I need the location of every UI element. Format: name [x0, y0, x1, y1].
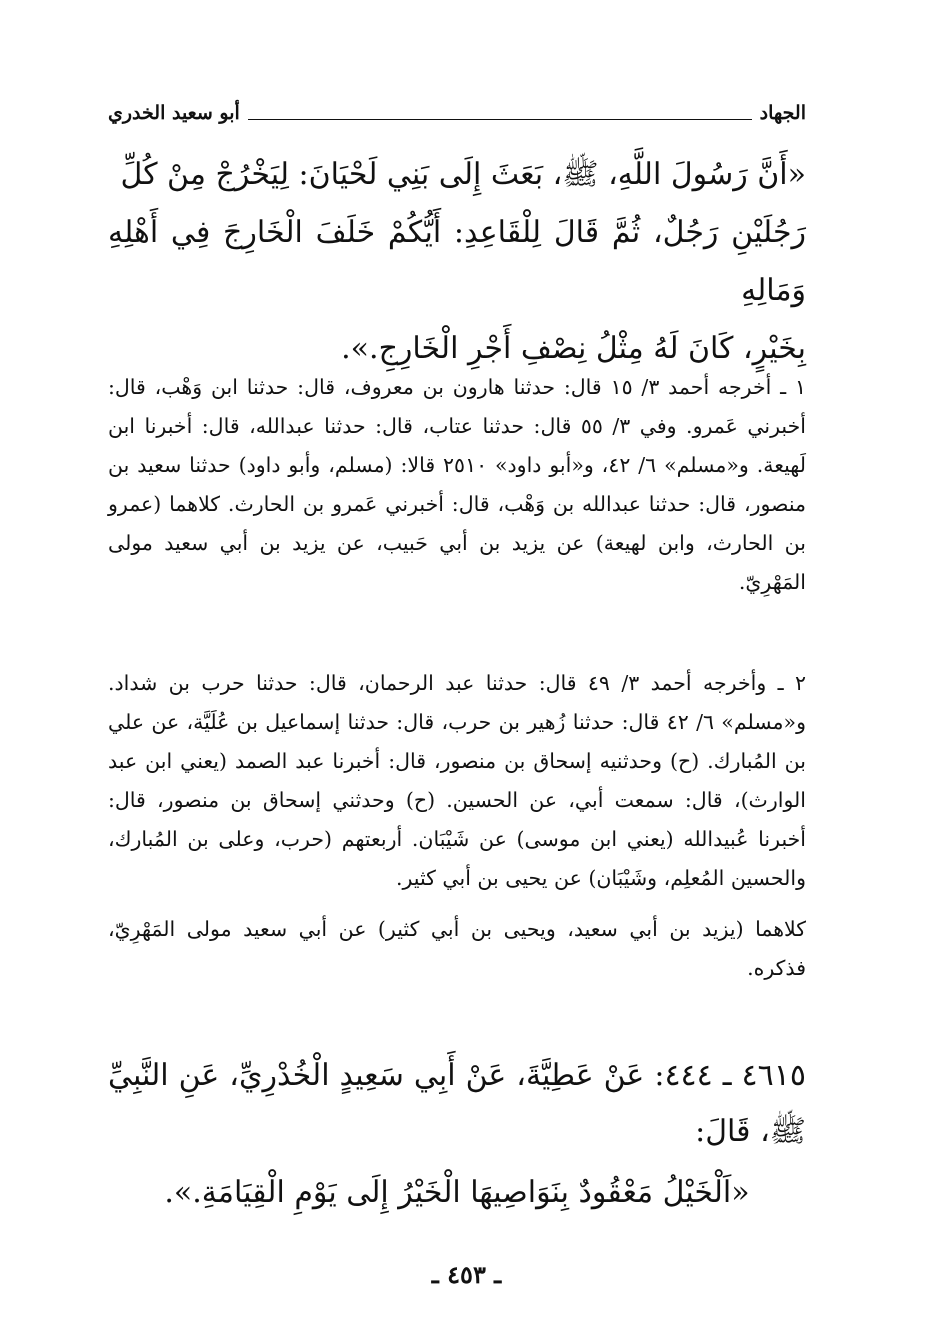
hadith-top-line-1: «أَنَّ رَسُولَ اللَّهِ، ﷺ، بَعَثَ إِلَى بَنِي لَحْيَانَ: لِيَخْرُجْ مِنْ كُلِّ — [120, 157, 806, 192]
hadith-top-line-2: رَجُلَيْنِ رَجُلٌ، ثُمَّ قَالَ لِلْقَاعِدِ: أَيُّكُمْ خَلَفَ الْخَارِجَ فِي أَهْلِهِ وَمَالِهِ — [108, 215, 806, 308]
footnote-2-conclusion: كلاهما (يزيد بن أبي سعيد، ويحيى بن أبي كثير) عن أبي سعيد مولى المَهْرِيّ، فذكره. — [108, 917, 806, 980]
running-header — [108, 96, 806, 130]
header-chapter: الجهاد — [759, 102, 806, 124]
hadith-bottom-intro-text: ٤٦١٥ ـ ٤٤٤: عَنْ عَطِيَّةَ، عَنْ أَبِي سَعِيدٍ الْخُدْرِيِّ، عَنِ النَّبِيِّ ﷺ، قَالَ: — [108, 1058, 806, 1149]
hadith-bottom-intro — [108, 1048, 806, 1160]
footnote-2 — [108, 664, 806, 988]
hadith-bottom-matn: «اَلْخَيْلُ مَعْقُودٌ بِنَوَاصِيهَا الْخَيْرُ إِلَى يَوْمِ الْقِيَامَةِ.». — [164, 1175, 750, 1210]
page-number: ـ ٤٥٣ ـ — [431, 1260, 502, 1289]
footnote-1 — [108, 368, 806, 602]
hadith-top-line-3: بِخَيْرٍ، كَانَ لَهُ مِثْلُ نِصْفِ أَجْرِ الْخَارِجِ.». — [341, 331, 806, 366]
header-narrator: أبو سعيد الخدري — [108, 102, 240, 124]
footnote-1-text: ١ ـ أخرجه أحمد ٣/ ١٥ قال: حدثنا هارون بن معروف، قال: حدثنا ابن وَهْب، قال: أخبرني عَمرو. وفي ٣/ ٥٥ قال: حدثنا عتاب، قال: حدثنا عبدالله، قال: أخبرنا ابن لَهيعة. و«مسلم» ٦/ ٤٢، و«أبو داود» ٢٥١٠ قالا: (مسلم، وأبو داود) حدثنا سعيد بن منصور، قال: حدثنا عبدالله بن وَهْب، قال: أخبرني عَمرو بن الحارث. كلاهما (عمرو بن الحارث، وابن لهيعة) عن يزيد بن أبي حَبيب، عن يزيد بن أبي سعيد مولى المَهْرِيّ. — [108, 375, 806, 594]
header-rule — [248, 119, 752, 120]
footnote-2-text: ٢ ـ وأخرجه أحمد ٣/ ٤٩ قال: حدثنا عبد الرحمان، قال: حدثنا حرب بن شداد. و«مسلم» ٦/ ٤٢ قال: حدثنا زُهير بن حرب، قال: حدثنا إسماعيل بن عُلَيَّة، عن علي بن المُبارك. (ح) وحدثنيه إسحاق بن منصور، قال: أخبرنا عبد الصمد (يعني ابن عبد الوارث)، قال: سمعت أبي، عن الحسين. (ح) وحدثني إسحاق بن منصور، قال: أخبرنا عُبيدالله (يعني ابن موسى) عن شَيْبَان. أربعتهم (حرب، وعلى بن المُبارك، والحسين المُعلِم، وشَيْبَان) عن يحيى بن أبي كثير. — [108, 671, 806, 890]
hadith-top — [108, 146, 806, 378]
